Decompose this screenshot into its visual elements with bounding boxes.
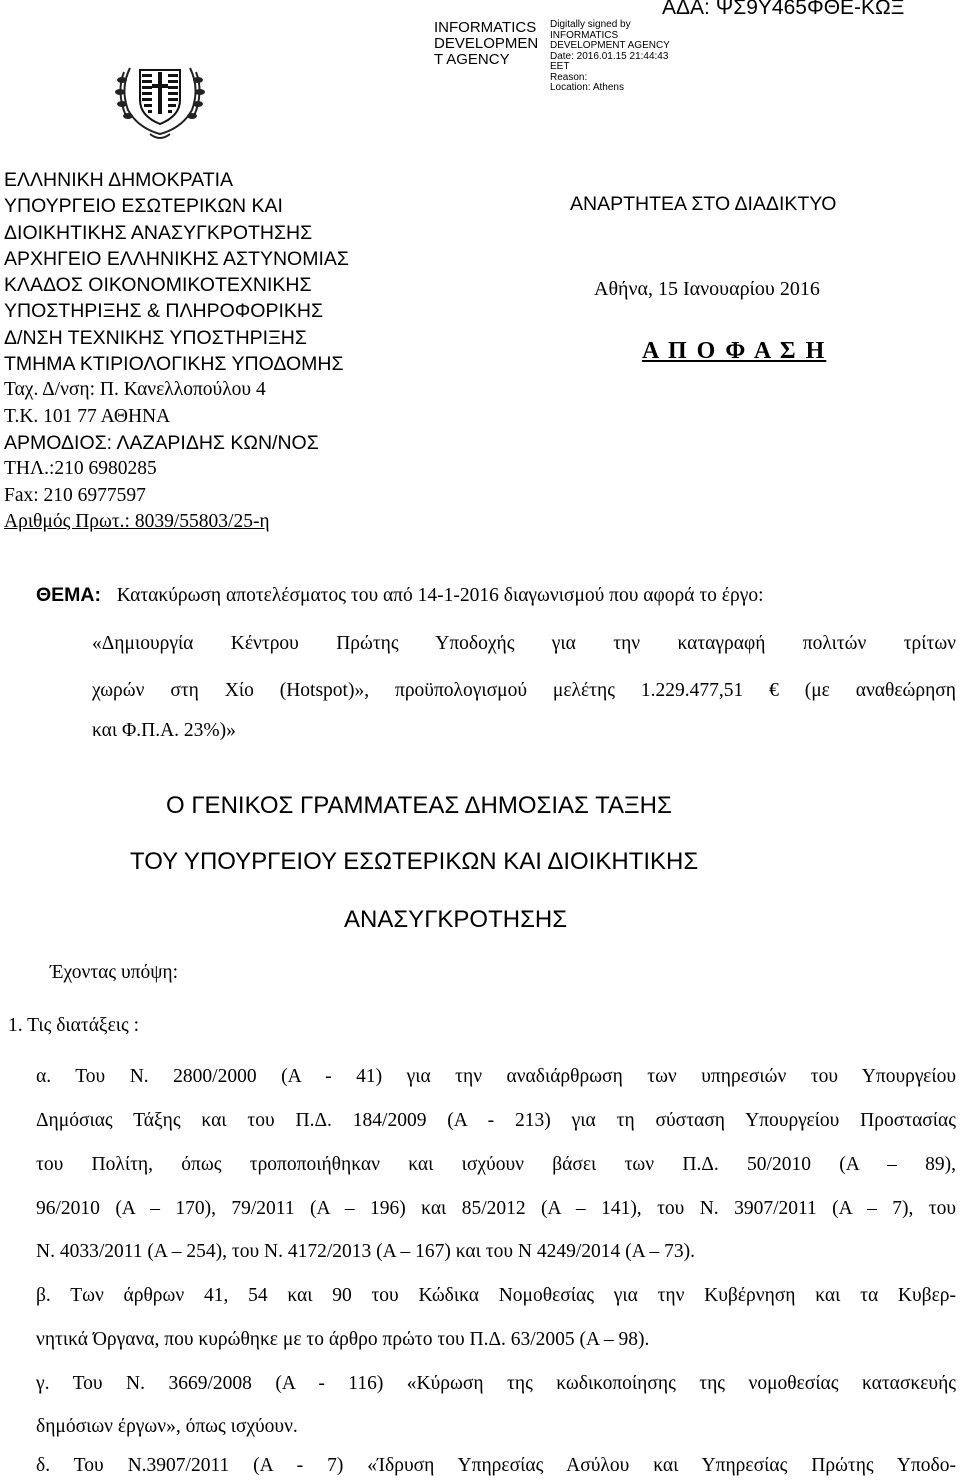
issuer-line: Ταχ. Δ/νση: Π. Κανελλοπούλου 4 [4, 379, 266, 401]
signature-org-line: INFORMATICS [434, 19, 537, 36]
issuer-line: Δ/ΝΣΗ ΤΕΧΝΙΚΗΣ ΥΠΟΣΤΗΡΙΞΗΣ [4, 326, 307, 349]
subject-label: ΘΕΜΑ: [36, 584, 101, 606]
issuer-line: Τ.Κ. 101 77 ΑΘΗΝΑ [4, 405, 171, 427]
ada-code: ΑΔΑ: ΨΣ9Υ465ΦΘΕ-ΚΩΞ [662, 0, 905, 19]
signature-detail-line: DEVELOPMENT AGENCY [550, 40, 670, 51]
signature-detail-line: EET [550, 61, 570, 72]
issuer-line: ΑΡΧΗΓΕΙΟ ΕΛΛΗΝΙΚΗΣ ΑΣΤΥΝΟΜΙΑΣ [4, 247, 349, 270]
body-line: α. Του Ν. 2800/2000 (Α - 41) για την αναδιάρθρωση των υπηρεσιών του Υπουργείου [36, 1066, 956, 1087]
issuer-line: ΔΙΟΙΚΗΤΙΚΗΣ ΑΝΑΣΥΓΚΡΟΤΗΣΗΣ [4, 221, 313, 244]
body-line: δημόσιων έργων», όπως ισχύουν. [36, 1416, 298, 1437]
signatory-heading-line: Ο ΓΕΝΙΚΟΣ ΓΡΑΜΜΑΤΕΑΣ ΔΗΜΟΣΙΑΣ ΤΑΞΗΣ [166, 792, 672, 819]
issuer-line: Fax: 210 6977597 [4, 484, 146, 506]
body-line: γ. Του Ν. 3669/2008 (Α - 116) «Κύρωση της κωδικοποίησης της νομοθεσίας κατασκευής [36, 1373, 956, 1394]
post-on-internet-label: ΑΝΑΡΤΗΤΕΑ ΣΤΟ ΔΙΑΔΙΚΤΥΟ [570, 193, 837, 215]
signature-detail-line: Location: Athens [550, 82, 624, 93]
signature-org-line: DEVELOPMEN [434, 35, 539, 52]
signature-detail-line: INFORMATICS [550, 29, 619, 41]
body-line: νητικά Όργανα, που κυρώθηκε με το άρθρο πρώτο του Π.Δ. 63/2005 (Α – 98). [36, 1329, 650, 1350]
signature-organization [434, 20, 538, 68]
subject-line: χωρών στη Χίο (Hotspot)», προϋπολογισμού μελέτης 1.229.477,51 € (με αναθεώρηση [92, 680, 956, 701]
protocol-number: Αριθμός Πρωτ.: 8039/55803/25-η [4, 510, 270, 532]
body-line: Ν. 4033/2011 (Α – 254), του Ν. 4172/2013 (Α – 167) και του Ν 4249/2014 (Α – 73). [36, 1241, 695, 1262]
signature-org-line: T AGENCY [434, 51, 510, 68]
issuer-line: ΑΡΜΟΔΙΟΣ: ΛΑΖΑΡΙΔΗΣ ΚΩΝ/ΝΟΣ [4, 431, 319, 454]
signatory-heading-line: ΤΟΥ ΥΠΟΥΡΓΕΙΟΥ ΕΣΩΤΕΡΙΚΩΝ ΚΑΙ ΔΙΟΙΚΗΤΙΚΗΣ [130, 848, 699, 875]
body-line: β. Των άρθρων 41, 54 και 90 του Κώδικα Νομοθεσίας για την Κυβέρνηση και τα Κυβερ- [36, 1285, 956, 1306]
body-line: δ. Του Ν.3907/2011 (Α - 7) «Ίδρυση Υπηρεσίας Ασύλου και Υπηρεσίας Πρώτης Υποδο- [36, 1455, 956, 1476]
provisions-item: 1. Τις διατάξεις : [8, 1015, 140, 1036]
body-line: Δημόσιας Τάξης και του Π.Δ. 184/2009 (Α - 213) για τη σύσταση Υπουργείου Προστασίας [36, 1110, 956, 1131]
subject-line: «Δημιουργία Κέντρου Πρώτης Υποδοχής για την καταγραφή πολιτών τρίτων [92, 633, 956, 654]
signatory-heading-line: ΑΝΑΣΥΓΚΡΟΤΗΣΗΣ [344, 906, 568, 933]
subject-first-line [36, 584, 764, 607]
body-line: του Πολίτη, όπως τροποποιήθηκαν και ισχύουν βάσει των Π.Δ. 50/2010 (Α – 89), [36, 1154, 956, 1175]
document-date: Αθήνα, 15 Ιανουαρίου 2016 [594, 278, 820, 300]
subject-line: και Φ.Π.Α. 23%)» [92, 720, 236, 741]
decision-title: Α Π Ο Φ Α Σ Η [642, 338, 827, 364]
issuer-line: ΕΛΛΗΝΙΚΗ ΔΗΜΟΚΡΑΤΙΑ [4, 169, 234, 191]
greek-state-emblem [100, 28, 220, 148]
signature-detail-line: Digitally signed by [550, 19, 631, 30]
subject-text: Κατακύρωση αποτελέσματος του από 14-1-2016 διαγωνισμού που αφορά το έργο: [116, 585, 764, 606]
issuer-line: ΥΠΟΣΤΗΡΙΞΗΣ & ΠΛΗΡΟΦΟΡΙΚΗΣ [4, 300, 324, 323]
body-line: 96/2010 (Α – 170), 79/2011 (Α – 196) και 85/2012 (Α – 141), του Ν. 3907/2011 (Α – 7), του [36, 1198, 956, 1219]
signature-details [550, 20, 670, 94]
issuer-line: ΥΠΟΥΡΓΕΙΟ ΕΣΩΤΕΡΙΚΩΝ ΚΑΙ [4, 195, 283, 218]
signature-detail-line: Reason: [550, 71, 588, 83]
issuer-line: ΚΛΑΔΟΣ ΟΙΚΟΝΟΜΙΚΟΤΕΧΝΙΚΗΣ [4, 274, 312, 297]
issuer-line: ΤΗΛ.:210 6980285 [4, 458, 157, 480]
considering-label: Έχοντας υπόψη: [50, 962, 179, 983]
signature-detail-line: Date: 2016.01.15 21:44:43 [550, 50, 669, 62]
issuer-header [4, 167, 349, 535]
issuer-line: ΤΜΗΜΑ ΚΤΙΡΙΟΛΟΓΙΚΗΣ ΥΠΟΔΟΜΗΣ [4, 353, 344, 376]
